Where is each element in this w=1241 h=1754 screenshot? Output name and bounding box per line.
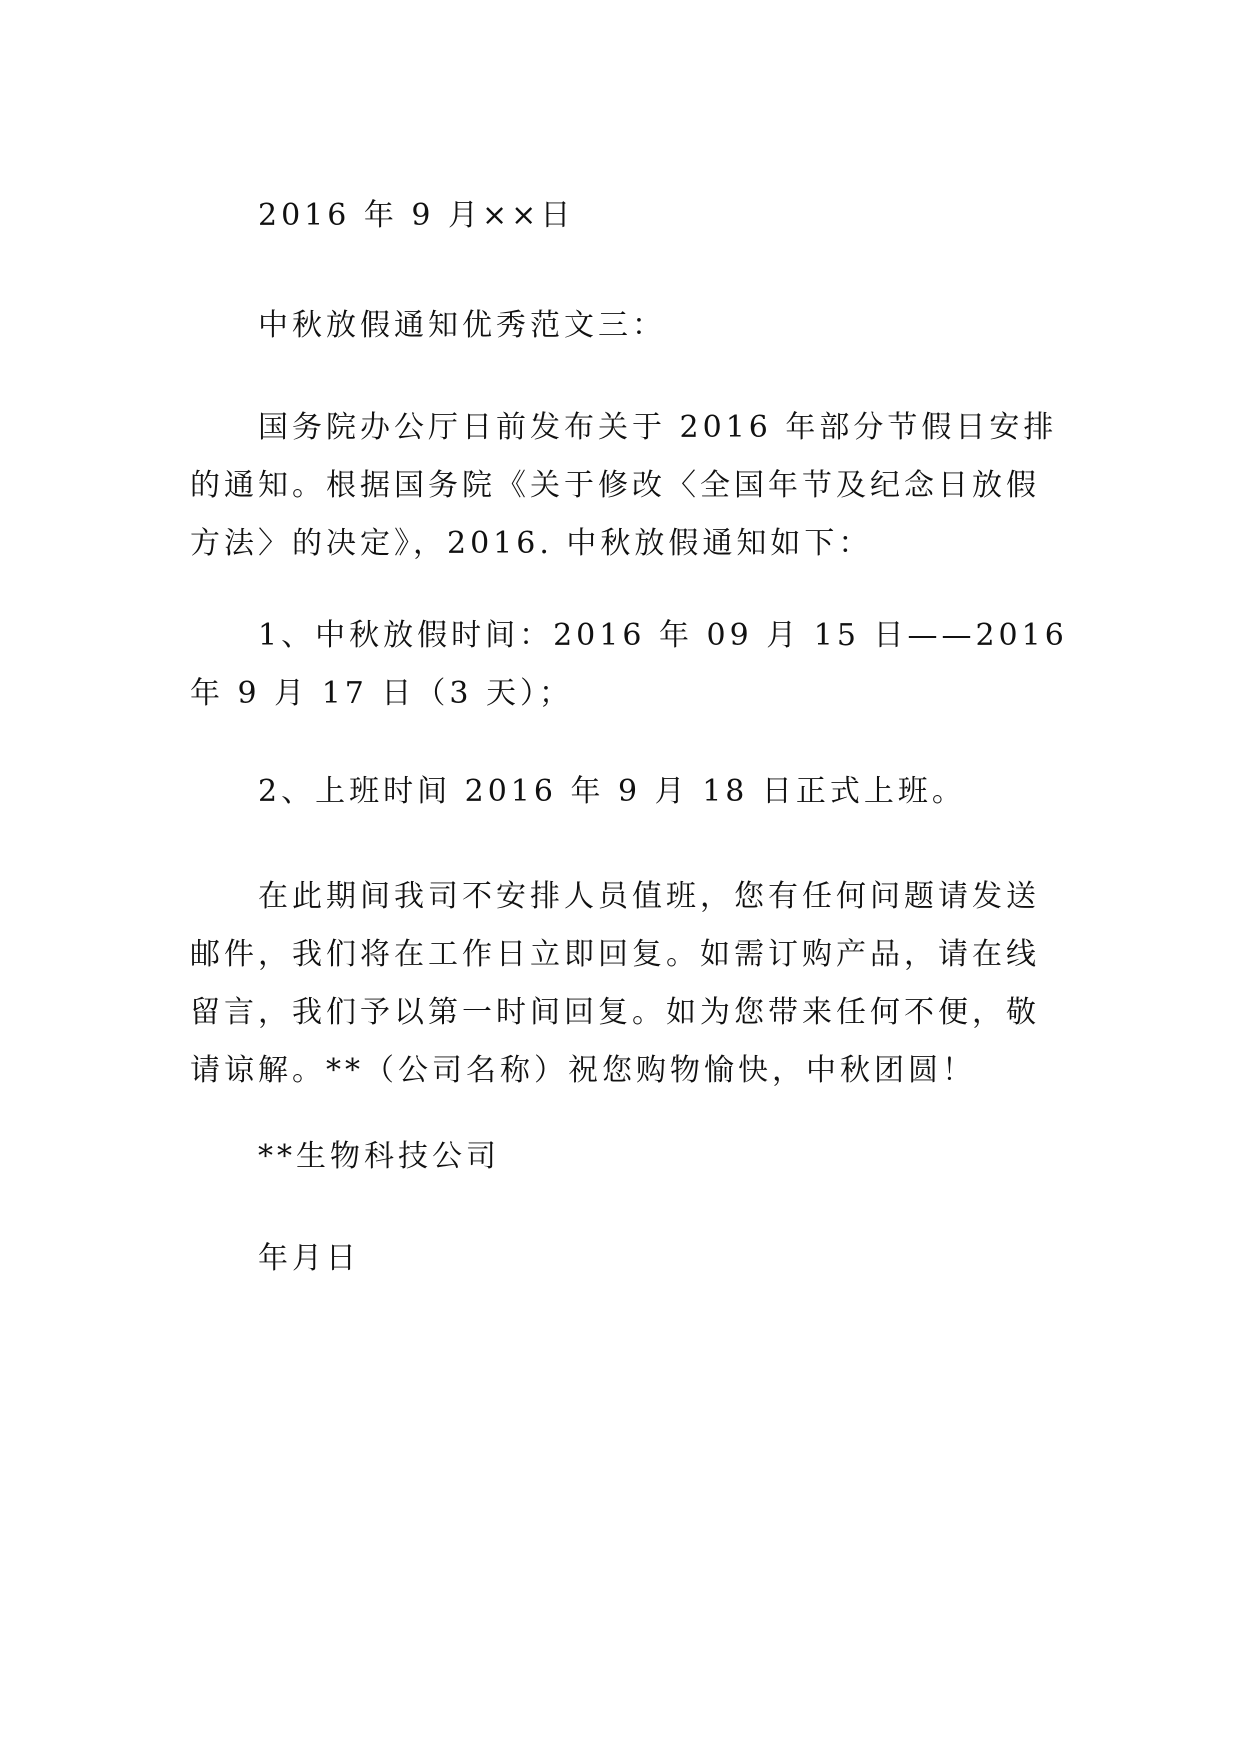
intro-paragraph: 国务院办公厅日前发布关于 2016 年部分节假日安排的通知。根据国务院《关于修改〈全国年节及纪念日放假方法〉的决定》，2016. 中秋放假通知如下： [190,410,1058,561]
holiday-time-item: 1、中秋放假时间：2016 年 09 月 15 日——2016 年 9 月 17 日（3 天）； [190,618,1082,711]
sign-date: 年月日 [258,1241,360,1276]
body-paragraph: 在此期间我司不安排人员值班，您有任何问题请发送邮件，我们将在工作日立即回复。如需订购产品，请在线留言，我们予以第一时间回复。如为您带来任何不便，敬请谅解。**（公司名称）祝您购物愉快，中秋团圆！ [190,879,1040,1088]
date-line: 2016 年 9 月××日 [258,198,575,233]
heading: 中秋放假通知优秀范文三： [258,308,666,343]
company-name: **生物科技公司 [258,1139,500,1174]
work-resume-item: 2、上班时间 2016 年 9 月 18 日正式上班。 [258,774,966,809]
